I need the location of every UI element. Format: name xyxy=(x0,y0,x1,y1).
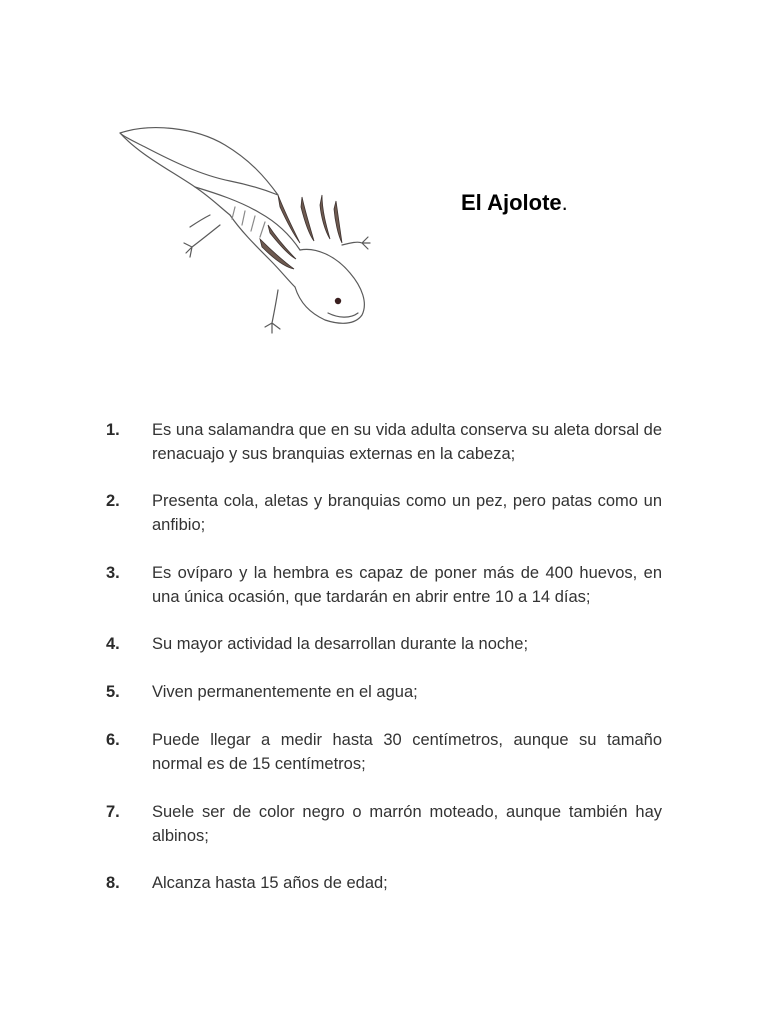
axolotl-illustration xyxy=(100,115,382,347)
list-item xyxy=(106,729,662,776)
list-item-text: Suele ser de color negro o marrón moteado, aunque también hay albinos; xyxy=(152,803,662,845)
list-item-number: 7. xyxy=(106,803,120,821)
axolotl-drawing xyxy=(100,115,382,347)
list-item-text: Alcanza hasta 15 años de edad; xyxy=(152,874,388,892)
list-item xyxy=(106,633,662,657)
list-item-text: Es ovíparo y la hembra es capaz de poner más de 400 huevos, en una única ocasión, que tardarán en abrir entre 10 a 14 días; xyxy=(152,564,662,606)
list-item-text: Su mayor actividad la desarrollan durante la noche; xyxy=(152,635,529,653)
list-item-text: Viven permanentemente en el agua; xyxy=(152,683,418,701)
list-item-number: 1. xyxy=(106,421,120,439)
list-item xyxy=(106,801,662,848)
list-item-number: 8. xyxy=(106,874,120,892)
list-item xyxy=(106,681,662,705)
list-item-number: 4. xyxy=(106,635,120,653)
list-item-text: Presenta cola, aletas y branquias como un pez, pero patas como un anfibio; xyxy=(152,492,662,534)
list-item xyxy=(106,872,662,896)
list-item-number: 5. xyxy=(106,683,120,701)
list-item-number: 2. xyxy=(106,492,120,510)
list-item xyxy=(106,562,662,609)
title-text: El Ajolote xyxy=(461,190,562,215)
list-item-text: Puede llegar a medir hasta 30 centímetros, aunque su tamaño normal es de 15 centímetros; xyxy=(152,731,662,773)
list-item xyxy=(106,490,662,537)
list-item-number: 3. xyxy=(106,564,120,582)
title-punctuation: . xyxy=(561,190,568,215)
list-item-text: Es una salamandra que en su vida adulta conserva su aleta dorsal de renacuajo y sus branquias externas en la cabeza; xyxy=(152,421,662,463)
page-title xyxy=(461,190,568,216)
list-item-number: 6. xyxy=(106,731,120,749)
list-item xyxy=(106,419,662,466)
